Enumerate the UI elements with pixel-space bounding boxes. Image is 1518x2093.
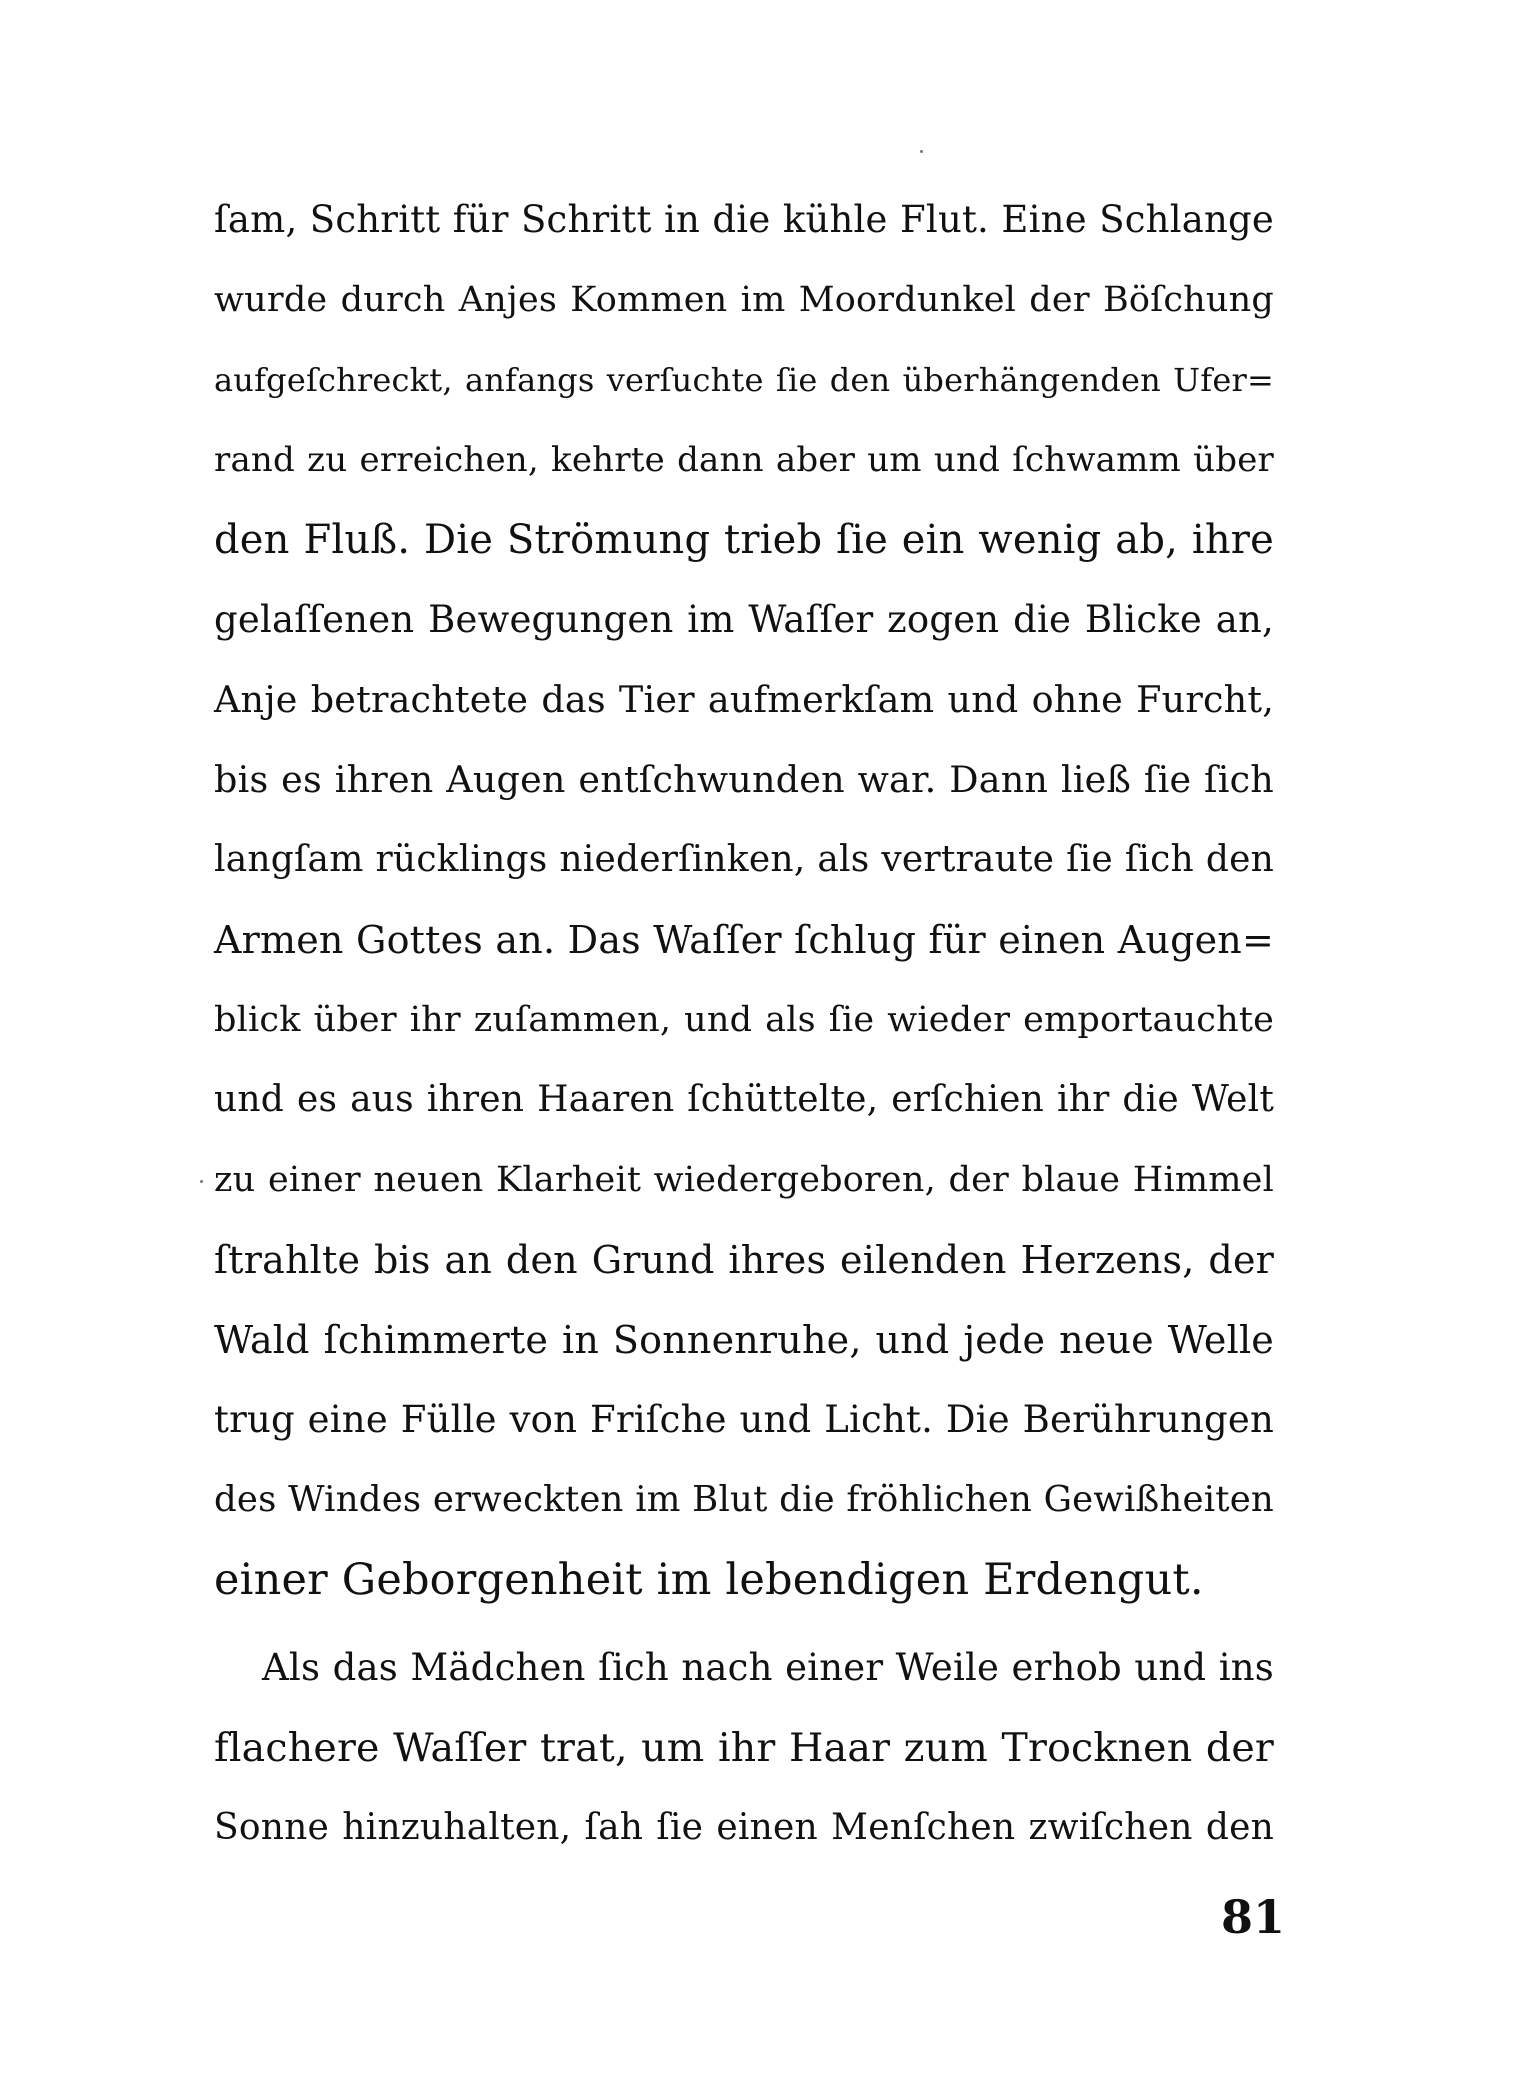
text-line: Wald ſchimmerte in Sonnenruhe, und jede neue Welle (214, 1318, 1274, 1362)
text-line: einer Geborgenheit im lebendigen Erdengut. (214, 1555, 1204, 1605)
text-line: Anje betrachtete das Tier aufmerkſam und ohne Furcht, (214, 678, 1274, 721)
paragraph-gap (214, 1620, 1274, 1628)
body-text (214, 180, 1274, 1868)
text-line: Sonne hinzuhalten, ſah ſie einen Menſchen zwiſchen den (214, 1807, 1274, 1848)
paper-speck (200, 1180, 203, 1183)
text-line: gelaſſenen Bewegungen im Waſſer zogen die Blicke an, (214, 598, 1274, 641)
text-line: des Windes erweckten im Blut die fröhlichen Gewißheiten (214, 1479, 1274, 1520)
text-line: bis es ihren Augen entſchwunden war. Dann ließ ſie ſich (214, 758, 1274, 801)
text-line: ſtrahlte bis an den Grund ihres eilenden Herzens, der (214, 1238, 1274, 1282)
text-line: aufgeſchreckt, anfangs verſuchte ſie den überhängenden Ufer= (214, 361, 1274, 399)
text-line: langſam rücklings niederſinken, als vertraute ſie ſich den (214, 839, 1274, 880)
paper-speck (920, 150, 923, 153)
text-line: rand zu erreichen, kehrte dann aber um und ſchwamm über (214, 440, 1274, 480)
text-line: flachere Waſſer trat, um ihr Haar zum Trocknen der (214, 1725, 1274, 1771)
text-line: Als das Mädchen ſich nach einer Weile erhob und ins (262, 1646, 1274, 1689)
text-line: und es aus ihren Haaren ſchüttelte, erſchien ihr die Welt (214, 1079, 1274, 1120)
text-line: wurde durch Anjes Kommen im Moordunkel der Böſchung (214, 280, 1274, 320)
text-line: zu einer neuen Klarheit wiedergeboren, der blaue Himmel (214, 1160, 1274, 1200)
text-line: trug eine Fülle von Friſche und Licht. Die Berührungen (214, 1398, 1274, 1441)
text-line: Armen Gottes an. Das Waſſer ſchlug für einen Augen= (214, 918, 1274, 962)
page-number: 81 (1220, 1890, 1285, 1944)
text-line: den Fluß. Die Strömung trieb ſie ein wenig ab, ihre (214, 517, 1274, 563)
text-line: ſam, Schritt für Schritt in die kühle Flut. Eine Schlange (214, 198, 1274, 241)
text-line: blick über ihr zuſammen, und als ſie wieder emportauchte (214, 1000, 1274, 1040)
